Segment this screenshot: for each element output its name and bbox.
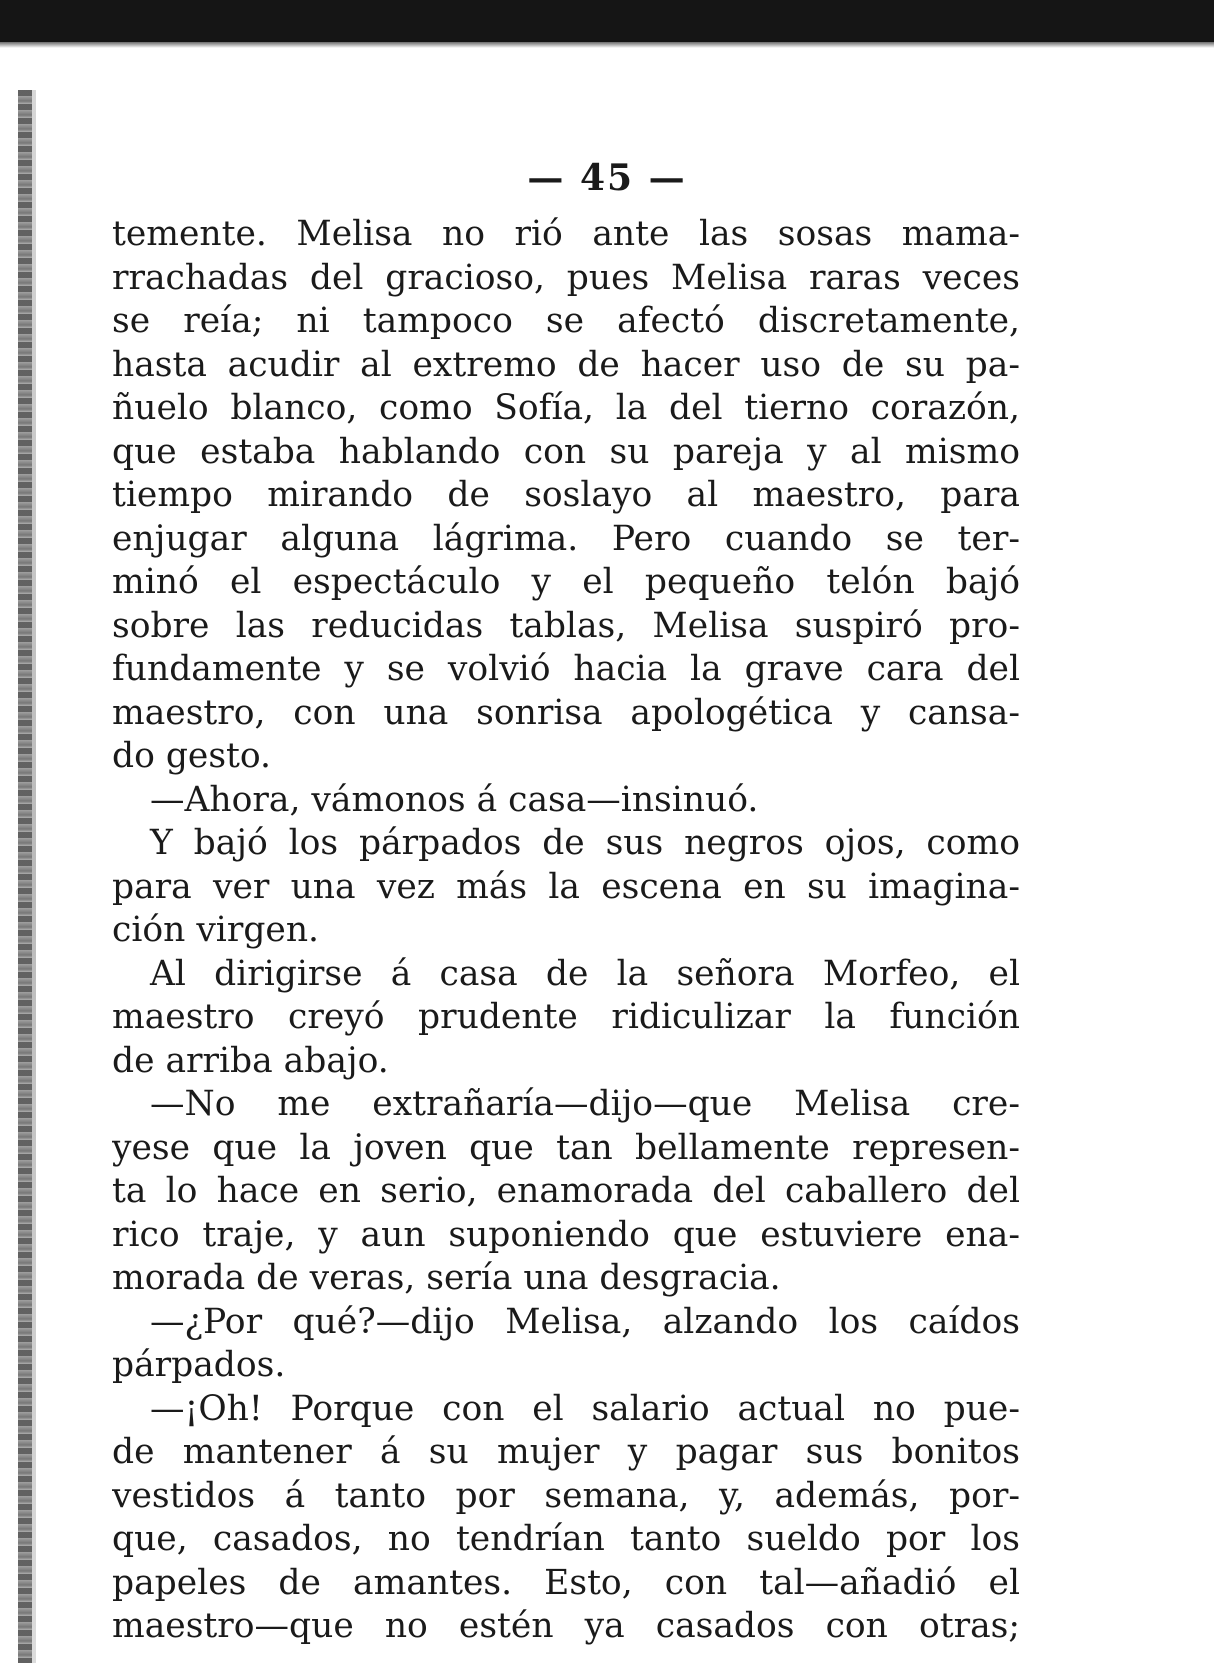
text-line: fundamente y se volvió hacia la grave cara del	[112, 649, 1020, 689]
text-line: minó el espectáculo y el pequeño telón bajó	[112, 562, 1020, 602]
text-line: para ver una vez más la escena en su imagina-	[112, 866, 1020, 907]
scan-left-edge	[18, 90, 32, 1663]
text-line: ñuelo blanco, como Sofía, la del tierno corazón,	[112, 388, 1020, 428]
text-line: yese que la joven que tan bellamente represen-	[112, 1127, 1020, 1168]
text-line: de arriba abajo.	[112, 1040, 389, 1081]
scan-left-edge-shadow	[32, 90, 36, 1663]
text-line: de mantener á su mujer y pagar sus bonitos	[112, 1432, 1020, 1472]
text-line: maestro—que no estén ya casados con otras;	[112, 1606, 1020, 1646]
text-line: do gesto.	[112, 736, 272, 776]
text-line: morada de veras, sería una desgracia.	[112, 1258, 781, 1298]
text-line: vestidos á tanto por semana, y, además, por-	[112, 1475, 1020, 1516]
text-line: hasta acudir al extremo de hacer uso de su pa-	[112, 344, 1020, 385]
text-line: se reía; ni tampoco se afectó discretamente,	[112, 301, 1020, 341]
text-line: que estaba hablando con su pareja y al mismo	[112, 431, 1020, 472]
text-line: maestro creyó prudente ridiculizar la función	[112, 997, 1020, 1037]
text-line: que, casados, no tendrían tanto sueldo por los	[112, 1519, 1020, 1559]
text-line: —Ahora, vámonos á casa—insinuó.	[150, 779, 759, 820]
text-line: —¿Por qué?—dijo Melisa, alzando los caídos	[150, 1301, 1020, 1342]
page-number: — 45 —	[527, 157, 687, 199]
text-line: Y bajó los párpados de sus negros ojos, como	[150, 823, 1020, 863]
text-line: —No me extrañaría—dijo—que Melisa cre-	[150, 1084, 1020, 1124]
text-line: ción virgen.	[112, 910, 320, 950]
text-line: ta lo hace en serio, enamorada del caballero del	[112, 1171, 1020, 1211]
text-line: papeles de amantes. Esto, con tal—añadió el	[112, 1562, 1020, 1603]
text-line: temente. Melisa no rió ante las sosas mama-	[112, 214, 1020, 254]
scan-top-border-fade	[0, 42, 1214, 48]
body-text	[112, 213, 1020, 1649]
text-line: Al dirigirse á casa de la señora Morfeo, el	[150, 953, 1020, 994]
text-line: sobre las reducidas tablas, Melisa suspiró pro-	[112, 605, 1020, 646]
text-line: —¡Oh! Porque con el salario actual no pue-	[150, 1388, 1020, 1429]
text-line: rico traje, y aun suponiendo que estuviere ena-	[112, 1214, 1020, 1255]
scan-top-border	[0, 0, 1214, 42]
text-line: párpados.	[112, 1345, 286, 1385]
text-line: tiempo mirando de soslayo al maestro, para	[112, 475, 1020, 515]
text-line: maestro, con una sonrisa apologética y cansa-	[112, 692, 1020, 733]
text-line: enjugar alguna lágrima. Pero cuando se ter-	[112, 518, 1020, 559]
text-line: rrachadas del gracioso, pues Melisa raras veces	[112, 257, 1020, 298]
